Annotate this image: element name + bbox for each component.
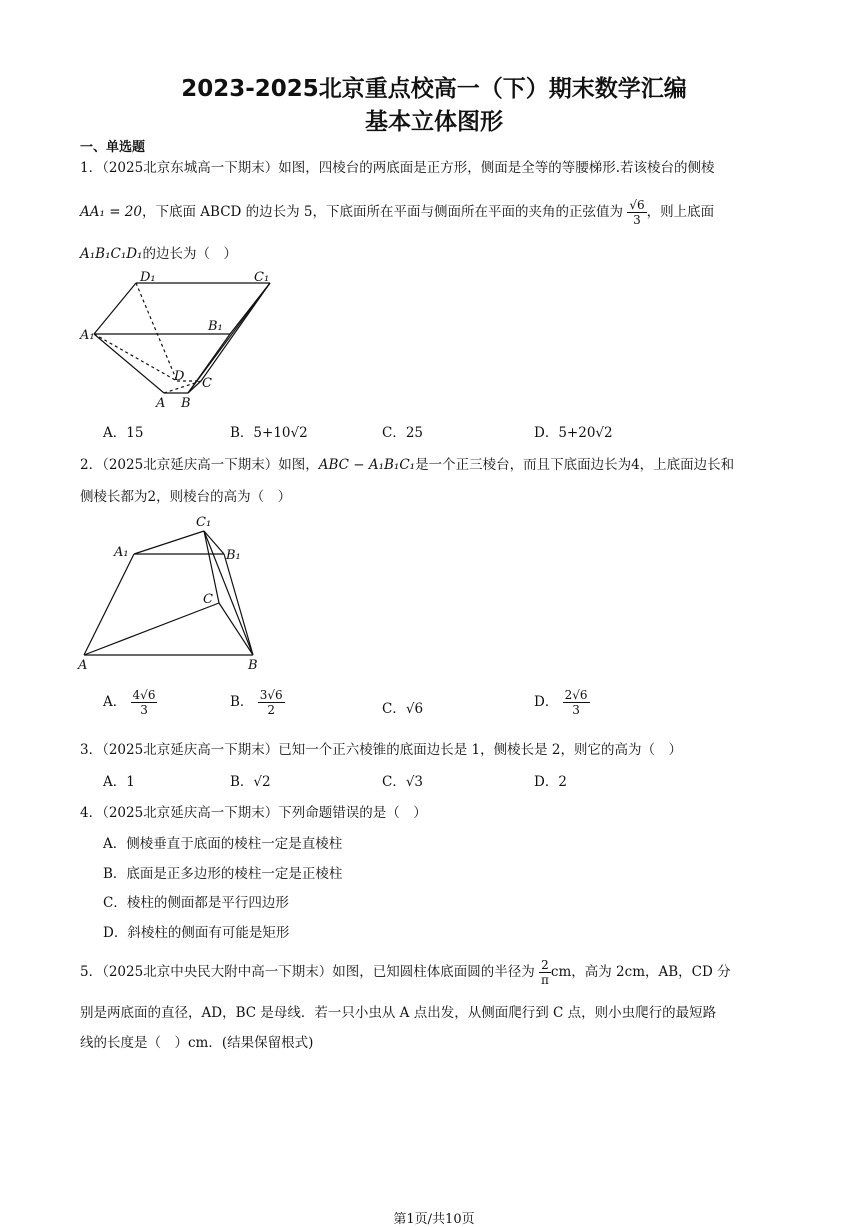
q5-line-1-head: 5．（2025北京中央民大附中高一下期末）如图，已知圆柱体底面圆的半径为 — [80, 964, 535, 980]
q1-label-b: B — [181, 396, 191, 411]
q2-option-d-den: 3 — [572, 703, 580, 717]
q1-frac-den: 3 — [633, 213, 641, 227]
q1-option-b: B．5+10√2 — [230, 425, 308, 441]
q2-option-b-den: 2 — [267, 703, 275, 717]
q1-label-a: A — [156, 396, 166, 411]
q4-option-d: D．斜棱柱的侧面有可能是矩形 — [103, 925, 290, 941]
q2-label-b: B — [248, 658, 258, 672]
q1-option-d: D．5+20√2 — [534, 425, 613, 441]
q1-math-edge: AA₁ = 20 — [80, 204, 142, 220]
q2-option-c-text: √6 — [405, 701, 424, 717]
q1-label-b1: B₁ — [208, 319, 223, 334]
q2-line-2: 侧棱长都为2，则棱台的高为（ ） — [80, 489, 292, 505]
page-title: 2023-2025北京重点校高一（下）期末数学汇编 — [181, 76, 687, 102]
page-subtitle: 基本立体图形 — [365, 109, 503, 135]
q2-line-1-head: 2．（2025北京延庆高一下期末）如图， — [80, 457, 319, 473]
q1-line-2-tail: ，则上底面 — [646, 204, 715, 220]
q2-option-b-num: 3√6 — [259, 688, 283, 702]
q2-option-b — [230, 688, 285, 717]
q1-frac-num: √6 — [629, 198, 645, 212]
q2-option-d-num: 2√6 — [564, 688, 588, 702]
page-number: 第1页/共10页 — [393, 1212, 475, 1227]
q4-option-c: C．棱柱的侧面都是平行四边形 — [103, 895, 289, 911]
q2-option-c-letter: C． — [382, 701, 406, 717]
q3-option-c: C．√3 — [382, 774, 424, 790]
q1-label-a1: A₁ — [80, 328, 95, 343]
q1-label-d1: D₁ — [140, 270, 156, 285]
q5-line-3: 线的长度是（ ）cm．(结果保留根式) — [80, 1035, 314, 1051]
section-heading: 一、单选题 — [80, 140, 146, 155]
q1-line-3-text: 的边长为（ ） — [142, 246, 237, 262]
q2-option-a-letter: A． — [103, 694, 127, 710]
q2-math-name: ABC − A₁B₁C₁ — [318, 457, 416, 473]
q3-line-1: 3．（2025北京延庆高一下期末）已知一个正六棱锥的底面边长是 1，侧棱长是 2，则它的高为（ ） — [80, 742, 682, 758]
q4-line-1: 4．（2025北京延庆高一下期末）下列命题错误的是（ ） — [80, 805, 427, 821]
q1-option-a: A．15 — [103, 425, 144, 441]
q1-line-2 — [80, 198, 714, 227]
q5-fraction — [539, 958, 551, 987]
q4-option-a: A．侧棱垂直于底面的棱柱一定是直棱柱 — [103, 836, 343, 852]
q2-line-1 — [80, 453, 734, 473]
q1-figure — [78, 266, 288, 412]
q2-label-c1: C₁ — [196, 515, 212, 530]
q2-label-b1: B₁ — [226, 548, 241, 563]
q5-frac-num: 2 — [539, 958, 551, 973]
q5-frac-den: π — [541, 973, 549, 987]
q1-label-c: C — [202, 376, 212, 391]
q1-math-top: A₁B₁C₁D₁ — [80, 246, 143, 262]
q2-option-d — [534, 688, 590, 717]
q1-option-c: C．25 — [382, 425, 424, 441]
q1-line-2-text: ，下底面 ABCD 的边长为 5，下底面所在平面与侧面所在平面的夹角的正弦值为 — [141, 204, 624, 220]
q2-label-c: C — [203, 592, 213, 607]
q3-option-a: A．1 — [103, 774, 135, 790]
q2-label-a: A — [78, 658, 88, 672]
q5-line-1-tail: cm，高为 2cm，AB，CD 分 — [550, 964, 731, 980]
q3-option-b: B．√2 — [230, 774, 271, 790]
q1-line-1: 1．（2025北京东城高一下期末）如图，四棱台的两底面是正方形，侧面是全等的等腰梯形.若该棱台的侧棱 — [80, 160, 715, 176]
q2-option-a-den: 3 — [140, 703, 148, 717]
q2-option-c — [382, 697, 423, 717]
q2-option-b-letter: B． — [230, 694, 254, 710]
q3-option-d: D．2 — [534, 774, 567, 790]
q2-option-d-frac — [563, 688, 590, 717]
q1-label-c1: C₁ — [254, 270, 270, 285]
q2-option-b-frac — [258, 688, 285, 717]
q2-option-d-letter: D． — [534, 694, 559, 710]
q1-fraction — [627, 198, 646, 227]
q1-line-3 — [80, 242, 237, 262]
q4-option-b: B．底面是正多边形的棱柱一定是正棱柱 — [103, 866, 343, 882]
q2-figure — [76, 512, 266, 672]
q5-line-2: 别是两底面的直径，AD，BC 是母线．若一只小虫从 A 点出发，从侧面爬行到 C 点，则小虫爬行的最短路 — [80, 1005, 717, 1021]
q1-label-d: D — [174, 369, 185, 384]
q2-line-1-tail: 是一个正三棱台，而且下底面边长为4，上底面边长和 — [415, 457, 735, 473]
q2-label-a1: A₁ — [114, 545, 129, 560]
q2-option-a — [103, 688, 157, 717]
q5-line-1 — [80, 958, 731, 987]
q2-option-a-num: 4√6 — [132, 688, 156, 702]
q2-option-a-frac — [131, 688, 158, 717]
